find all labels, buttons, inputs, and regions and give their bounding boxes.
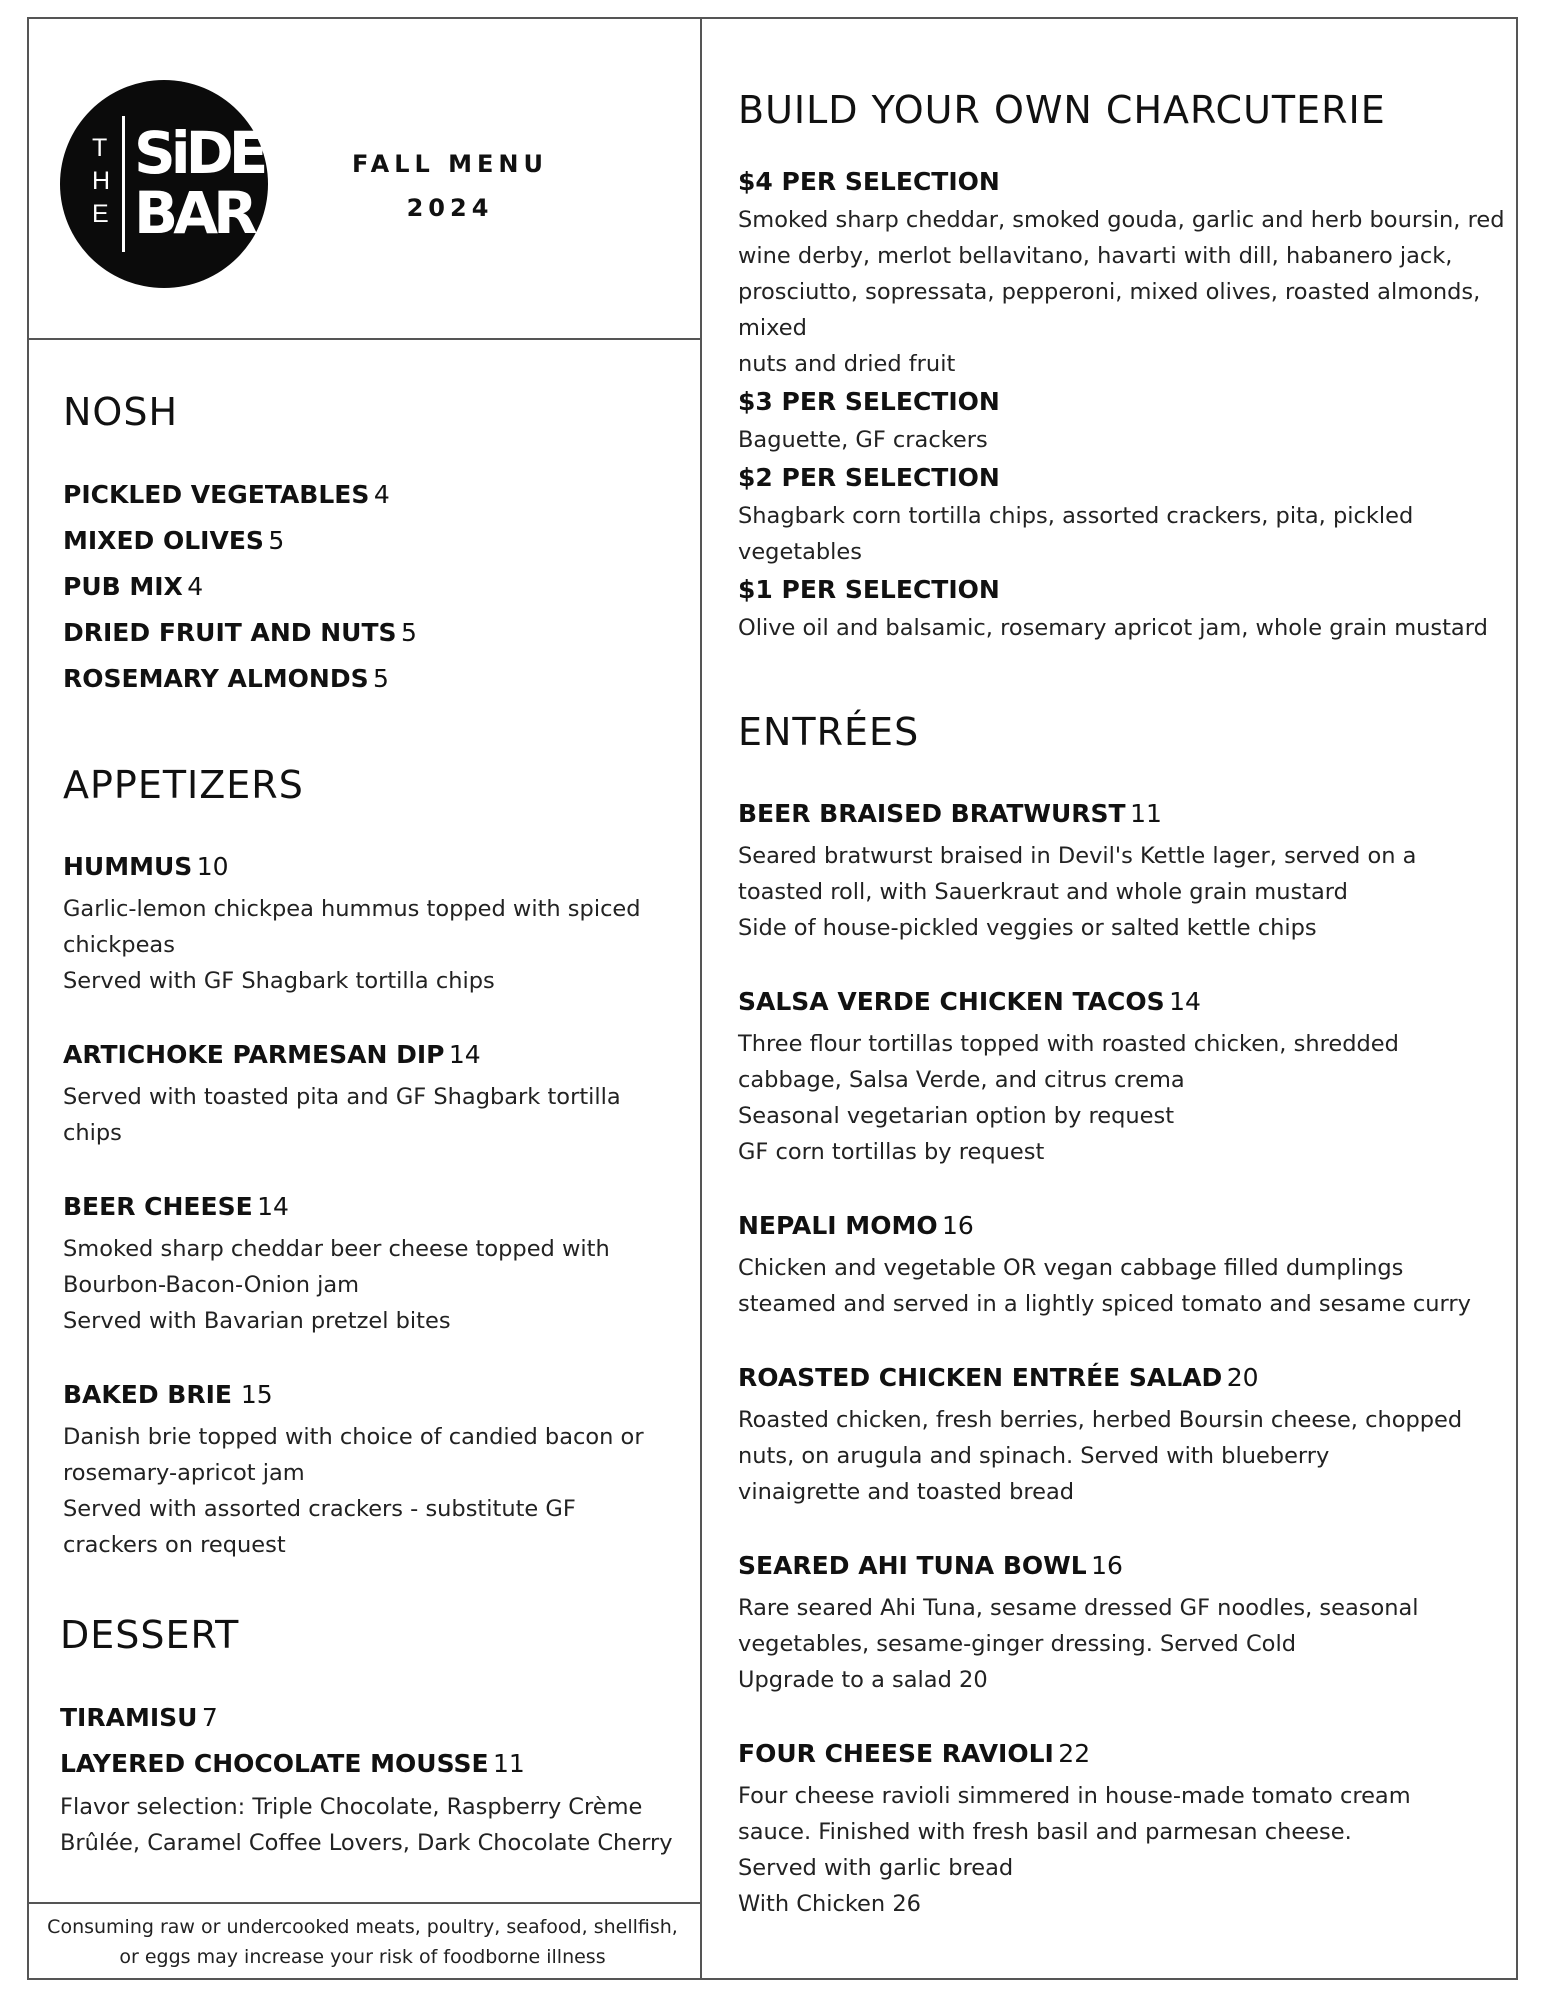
- item-name: FOUR CHEESE RAVIOLI: [738, 1738, 1054, 1768]
- description-line: Served with assorted crackers - substitute GF: [63, 1495, 576, 1522]
- description-line: wine derby, merlot bellavitano, havarti with dill, habanero jack,: [738, 242, 1453, 269]
- description-line: Baguette, GF crackers: [738, 426, 988, 453]
- menu-item: [738, 1546, 1508, 1698]
- item-name: ARTICHOKE PARMESAN DIP: [63, 1039, 445, 1069]
- section-title-nosh: NOSH: [63, 390, 179, 434]
- description-line: Served with garlic bread: [738, 1854, 1014, 1881]
- item-price: 22: [1058, 1738, 1091, 1768]
- item-price: 5: [373, 663, 389, 693]
- item-price: 20: [1226, 1362, 1259, 1392]
- description-line: Danish brie topped with choice of candied bacon or: [63, 1423, 644, 1450]
- item-price: 4: [187, 571, 204, 601]
- side-bar-logo: [60, 80, 268, 288]
- entrees-section: [738, 712, 1508, 1958]
- menu-season: FALL MENU: [351, 150, 548, 178]
- menu-heading: [330, 142, 570, 230]
- description-line: Flavor selection: Triple Chocolate, Raspberry Crème: [60, 1793, 643, 1820]
- item-description: [63, 891, 683, 999]
- description-line: With Chicken 26: [738, 1890, 921, 1917]
- item-description: [738, 1026, 1508, 1170]
- footer-divider: [27, 1902, 701, 1904]
- description-line: chips: [63, 1119, 122, 1146]
- tier-heading: $4 PER SELECTION: [738, 166, 1000, 196]
- menu-year: 2024: [406, 194, 494, 222]
- menu-item: [63, 847, 683, 999]
- menu-item: [63, 612, 683, 658]
- description-line: steamed and served in a lightly spiced tomato and sesame curry: [738, 1290, 1471, 1317]
- section-title-charcuterie: BUILD YOUR OWN CHARCUTERIE: [738, 88, 1386, 132]
- item-name: ROASTED CHICKEN ENTRÉE SALAD: [738, 1362, 1223, 1392]
- description-line: Bourbon-Bacon-Onion jam: [63, 1271, 360, 1298]
- section-title-entrees: ENTRÉES: [738, 710, 920, 754]
- item-price: 10: [196, 851, 229, 881]
- description-line: toasted roll, with Sauerkraut and whole grain mustard: [738, 878, 1348, 905]
- menu-item: [738, 1358, 1508, 1510]
- tier-heading: $2 PER SELECTION: [738, 462, 1000, 492]
- item-price: 5: [401, 617, 417, 647]
- item-price: 14: [448, 1039, 481, 1069]
- item-description: [738, 1778, 1508, 1922]
- item-price: 5: [268, 525, 285, 555]
- item-name: BEER BRAISED BRATWURST: [738, 798, 1126, 828]
- description-line: rosemary-apricot jam: [63, 1459, 305, 1486]
- item-description: [738, 1402, 1508, 1510]
- description-line: Garlic-lemon chickpea hummus topped with spiced: [63, 895, 641, 922]
- tier-heading: $1 PER SELECTION: [738, 574, 1000, 604]
- item-name: BAKED BRIE: [63, 1379, 232, 1409]
- food-safety-notice: [40, 1912, 685, 1972]
- item-price: 14: [1169, 986, 1201, 1016]
- menu-item: [63, 1187, 683, 1339]
- logo-divider: [122, 116, 125, 252]
- description-line: crackers on request: [63, 1531, 286, 1558]
- description-line: Four cheese ravioli simmered in house-made tomato cream: [738, 1782, 1411, 1809]
- item-description: [63, 1419, 683, 1563]
- menu-item: [63, 1375, 683, 1563]
- item-description: [738, 1250, 1508, 1322]
- menu-item: [738, 982, 1508, 1170]
- column-divider: [700, 17, 702, 1980]
- description-line: vegetables, sesame-ginger dressing. Served Cold: [738, 1630, 1296, 1657]
- description-line: Rare seared Ahi Tuna, sesame dressed GF noodles, seasonal: [738, 1594, 1419, 1621]
- item-price: 4: [373, 479, 390, 509]
- description-line: Upgrade to a salad 20: [738, 1666, 988, 1693]
- item-name: PUB MIX: [63, 571, 183, 601]
- logo-word-bar: BAR: [134, 179, 253, 247]
- item-price: 16: [942, 1210, 974, 1240]
- logo-word-side: SiDE: [134, 119, 264, 187]
- notice-line: or eggs may increase your risk of foodborne illness: [119, 1946, 606, 1968]
- logo-letter: H: [92, 167, 112, 195]
- item-name: BEER CHEESE: [63, 1191, 253, 1221]
- description-line: nuts, on arugula and spinach. Served with blueberry: [738, 1442, 1330, 1469]
- description-line: Served with Bavarian pretzel bites: [63, 1307, 451, 1334]
- logo-the: [92, 132, 111, 231]
- menu-item: [63, 566, 683, 612]
- description-line: Three flour tortillas topped with roasted chicken, shredded: [738, 1030, 1399, 1057]
- item-description: [738, 1590, 1508, 1698]
- item-name: LAYERED CHOCOLATE MOUSSE: [60, 1748, 489, 1778]
- description-line: vinaigrette and toasted bread: [738, 1478, 1075, 1505]
- item-name: HUMMUS: [63, 851, 193, 881]
- item-name: SEARED AHI TUNA BOWL: [738, 1550, 1087, 1580]
- dessert-section: [60, 1615, 680, 1861]
- menu-item: [63, 520, 683, 566]
- menu-item: [63, 658, 683, 704]
- section-title-appetizers: APPETIZERS: [63, 763, 304, 807]
- tier-description: [738, 422, 1508, 458]
- item-name: DRIED FRUIT AND NUTS: [63, 617, 397, 647]
- item-name: TIRAMISU: [60, 1702, 198, 1732]
- tier-description: [738, 610, 1508, 646]
- menu-item: [738, 794, 1508, 946]
- item-price: 11: [493, 1748, 525, 1778]
- section-title-dessert: DESSERT: [60, 1613, 240, 1657]
- description-line: Brûlée, Caramel Coffee Lovers, Dark Chocolate Cherry: [60, 1829, 673, 1856]
- appetizers-section: [63, 765, 683, 1599]
- logo-letter: E: [92, 200, 110, 228]
- item-description: [63, 1079, 683, 1151]
- menu-item: [60, 1697, 680, 1743]
- tier-description: [738, 498, 1508, 570]
- menu-item: [63, 1035, 683, 1151]
- description-line: Seasonal vegetarian option by request: [738, 1102, 1175, 1129]
- menu-item: [738, 1734, 1508, 1922]
- header-divider: [27, 338, 701, 340]
- description-line: GF corn tortillas by request: [738, 1138, 1045, 1165]
- logo-letter: T: [92, 134, 109, 162]
- description-line: Smoked sharp cheddar beer cheese topped with: [63, 1235, 610, 1262]
- item-name: MIXED OLIVES: [63, 525, 264, 555]
- item-price: 11: [1130, 798, 1162, 828]
- description-line: sauce. Finished with fresh basil and parmesan cheese.: [738, 1818, 1352, 1845]
- description-line: Shagbark corn tortilla chips, assorted crackers, pita, pickled vegetables: [738, 502, 1414, 565]
- description-line: cabbage, Salsa Verde, and citrus crema: [738, 1066, 1185, 1093]
- item-price: 14: [257, 1191, 289, 1221]
- item-price: 16: [1091, 1550, 1123, 1580]
- item-description: [738, 838, 1508, 946]
- item-name: NEPALI MOMO: [738, 1210, 938, 1240]
- item-price: 7: [201, 1702, 218, 1732]
- menu-item: [63, 474, 683, 520]
- description-line: nuts and dried fruit: [738, 350, 956, 377]
- item-name: ROSEMARY ALMONDS: [63, 663, 369, 693]
- item-price: 15: [240, 1379, 273, 1409]
- item-description: [60, 1789, 680, 1861]
- item-name: SALSA VERDE CHICKEN TACOS: [738, 986, 1165, 1016]
- charcuterie-section: [738, 90, 1508, 646]
- tier-heading: $3 PER SELECTION: [738, 386, 1000, 416]
- description-line: Served with toasted pita and GF Shagbark tortilla: [63, 1083, 621, 1110]
- menu-item: [60, 1743, 680, 1789]
- notice-line: Consuming raw or undercooked meats, poultry, seafood, shellfish,: [47, 1916, 678, 1938]
- description-line: Seared bratwurst braised in Devil's Kettle lager, served on a: [738, 842, 1417, 869]
- description-line: Chicken and vegetable OR vegan cabbage filled dumplings: [738, 1254, 1404, 1281]
- menu-item: [738, 1206, 1508, 1322]
- description-line: Olive oil and balsamic, rosemary apricot jam, whole grain mustard: [738, 614, 1488, 641]
- description-line: Smoked sharp cheddar, smoked gouda, garlic and herb boursin, red: [738, 206, 1505, 233]
- tier-description: [738, 202, 1508, 382]
- description-line: Served with GF Shagbark tortilla chips: [63, 967, 495, 994]
- nosh-section: [63, 392, 683, 704]
- description-line: Roasted chicken, fresh berries, herbed Boursin cheese, chopped: [738, 1406, 1463, 1433]
- item-description: [63, 1231, 683, 1339]
- item-name: PICKLED VEGETABLES: [63, 479, 370, 509]
- description-line: Side of house-pickled veggies or salted kettle chips: [738, 914, 1317, 941]
- description-line: chickpeas: [63, 931, 175, 958]
- description-line: prosciutto, sopressata, pepperoni, mixed olives, roasted almonds, mixed: [738, 278, 1481, 341]
